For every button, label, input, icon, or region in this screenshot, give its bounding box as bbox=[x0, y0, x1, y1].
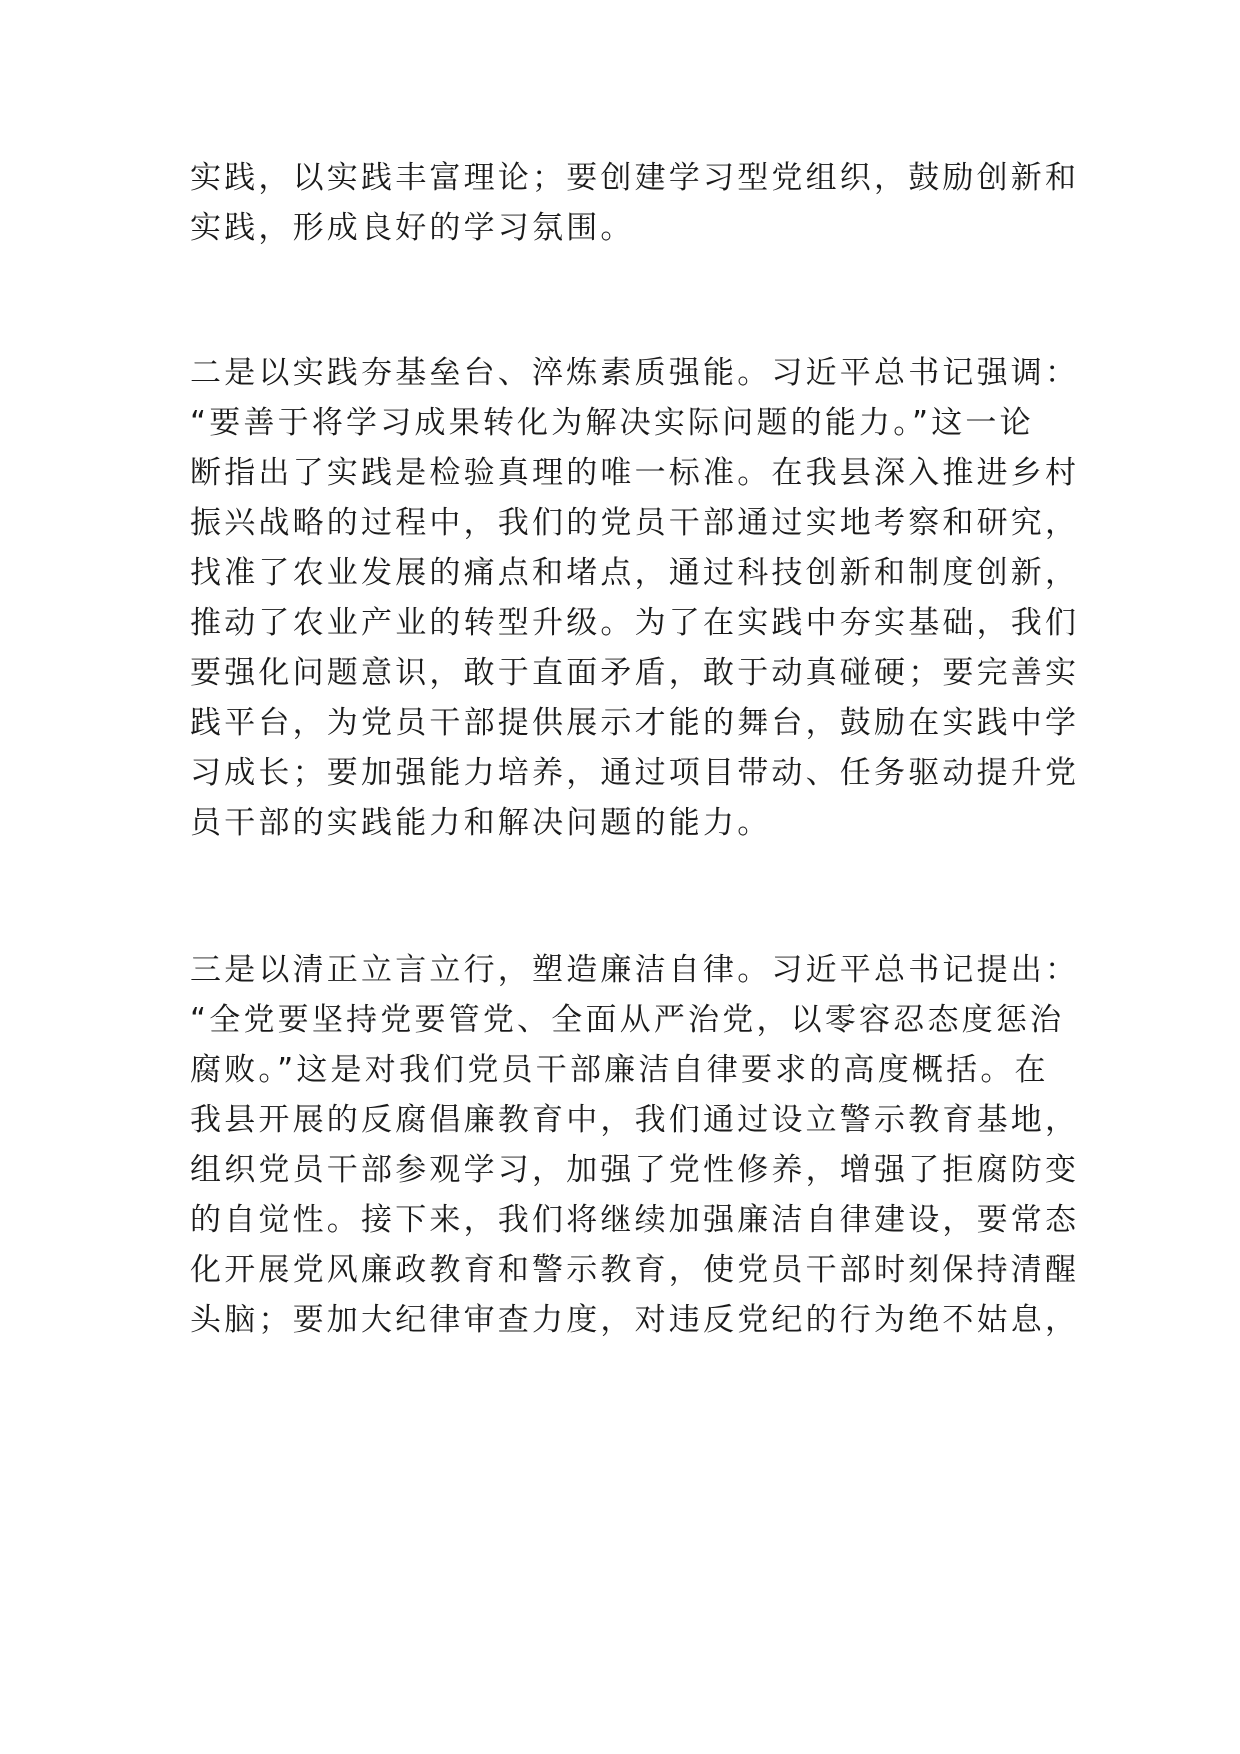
text-line: 推动了农业产业的转型升级。为了在实践中夯实基础，我们 bbox=[190, 605, 1080, 641]
text-line: 实践，形成良好的学习氛围。 bbox=[190, 210, 635, 246]
paragraph-3 bbox=[190, 945, 1080, 1345]
text-line: 践平台，为党员干部提供展示才能的舞台，鼓励在实践中学 bbox=[190, 705, 1080, 741]
text-line: 实践，以实践丰富理论；要创建学习型党组织，鼓励创新和 bbox=[190, 160, 1080, 196]
text-line: 的自觉性。接下来，我们将继续加强廉洁自律建设，要常态 bbox=[190, 1202, 1080, 1238]
text-line: 员干部的实践能力和解决问题的能力。 bbox=[190, 805, 772, 841]
text-line: 化开展党风廉政教育和警示教育，使党员干部时刻保持清醒 bbox=[190, 1252, 1080, 1288]
text-line: 要强化问题意识，敢于直面矛盾，敢于动真碰硬；要完善实 bbox=[190, 655, 1080, 691]
text-line: “要善于将学习成果转化为解决实际问题的能力。”这一论 bbox=[190, 405, 1034, 441]
paragraph-1 bbox=[190, 153, 1080, 253]
text-line: 二是以实践夯基垒台、淬炼素质强能。习近平总书记强调： bbox=[190, 355, 1080, 391]
text-line: 习成长；要加强能力培养，通过项目带动、任务驱动提升党 bbox=[190, 755, 1080, 791]
text-line: 我县开展的反腐倡廉教育中，我们通过设立警示教育基地， bbox=[190, 1102, 1080, 1138]
text-line: 头脑；要加大纪律审查力度，对违反党纪的行为绝不姑息， bbox=[190, 1302, 1080, 1338]
text-line: 三是以清正立言立行，塑造廉洁自律。习近平总书记提出： bbox=[190, 952, 1080, 988]
text-line: 振兴战略的过程中，我们的党员干部通过实地考察和研究， bbox=[190, 505, 1080, 541]
text-line: 组织党员干部参观学习，加强了党性修养，增强了拒腐防变 bbox=[190, 1152, 1080, 1188]
paragraph-2 bbox=[190, 348, 1080, 848]
text-line: 断指出了实践是检验真理的唯一标准。在我县深入推进乡村 bbox=[190, 455, 1080, 491]
text-line: “全党要坚持党要管党、全面从严治党，以零容忍态度惩治 bbox=[190, 1002, 1065, 1038]
text-line: 找准了农业发展的痛点和堵点，通过科技创新和制度创新， bbox=[190, 555, 1080, 591]
text-line: 腐败。”这是对我们党员干部廉洁自律要求的高度概括。在 bbox=[190, 1052, 1049, 1088]
